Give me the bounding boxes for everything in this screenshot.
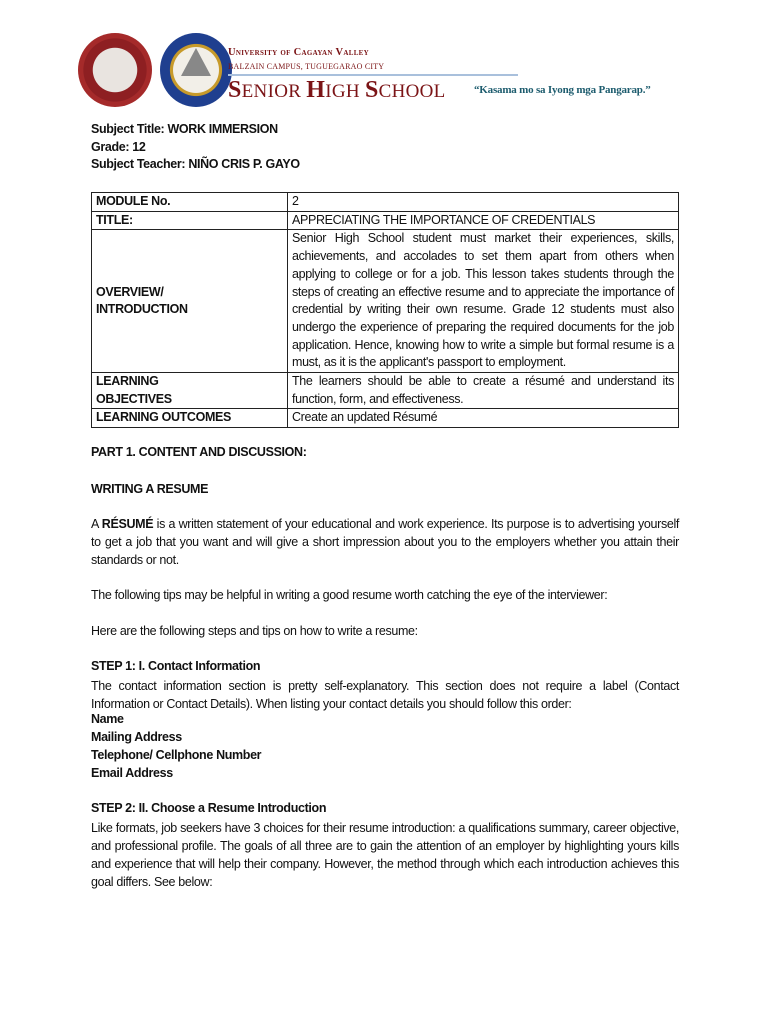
- row-label: OVERVIEW/ INTRODUCTION: [92, 230, 288, 373]
- row-value: The learners should be able to create a résumé and understand its function, form, and effectiveness.: [288, 373, 679, 409]
- step1-heading: STEP 1: I. Contact Information: [91, 659, 261, 673]
- school-name: [228, 77, 446, 104]
- row-value: Senior High School student must market their experiences, skills, achievements, and accolades to set them apart from others when applying to college or for a job. This lesson takes students through the steps of creating an effective resume and to appreciate the importance of credential by writing their own resume. Grade 12 students must also undergo the experience of preparing the required documents for the job application. Hence, knowing how to write a simple but formal resume is a must, as it is the applicant's passport to employment.: [288, 230, 679, 373]
- table-row: [92, 193, 679, 212]
- school-initial: S: [228, 77, 242, 103]
- writing-heading: WRITING A RESUME: [91, 482, 209, 496]
- campus-name: BALZAIN CAMPUS, TUGUEGARAO CITY: [228, 62, 385, 71]
- row-value: Create an updated Résumé: [288, 409, 679, 428]
- table-row: [92, 230, 679, 373]
- step2-heading: STEP 2: II. Choose a Resume Introduction: [91, 801, 327, 815]
- subject-teacher: Subject Teacher: NIÑO CRIS P. GAYO: [91, 157, 300, 171]
- motto: “Kasama mo sa Iyong mga Pangarap.”: [474, 84, 651, 96]
- step2-text: Like formats, job seekers have 3 choices for their resume introduction: a qualifications summary, career objective, and professional profile. The goals of all three are to gain the attention of an employer by highlighting yours kills and experience that will help their company. However, the method through which each introduction achieves this goal differs. See below:: [91, 821, 679, 889]
- module-table: [91, 192, 679, 428]
- tips-text: The following tips may be helpful in writing a good resume worth catching the eye of the interviewer:: [91, 588, 608, 602]
- contact-item: Telephone/ Cellphone Number: [91, 748, 262, 762]
- resume-term: RÉSUMÉ: [101, 517, 154, 531]
- row-label: LEARNING OBJECTIVES: [92, 373, 288, 409]
- step1-text: The contact information section is pretty self-explanatory. This section does not require a label (Contact Information or Contact Details). When listing your contact details you should follow this order:: [91, 679, 679, 711]
- subject-title: Subject Title: WORK IMMERSION: [91, 122, 278, 136]
- school-part: ENIOR: [241, 81, 307, 102]
- row-value: APPRECIATING THE IMPORTANCE OF CREDENTIALS: [288, 211, 679, 230]
- row-label: MODULE No.: [92, 193, 288, 212]
- text: A: [91, 517, 102, 531]
- row-label: TITLE:: [92, 211, 288, 230]
- table-row: [92, 373, 679, 409]
- text: is a written statement of your educational and work experience. Its purpose is to advertising yourself to get a job that you want and will give a short impression about you to the employers whether you attain their standards or not.: [91, 517, 679, 567]
- contact-item: Email Address: [91, 766, 173, 780]
- row-value: 2: [288, 193, 679, 212]
- header-divider: [228, 74, 518, 76]
- university-name: University of Cagayan Valley: [228, 47, 370, 58]
- school-initial: S: [364, 77, 379, 103]
- row-label: LEARNING OUTCOMES: [92, 409, 288, 428]
- school-part: CHOOL: [378, 81, 446, 102]
- table-row: [92, 211, 679, 230]
- contact-item: Name: [91, 712, 124, 726]
- triangle-emblem-icon: [181, 48, 211, 76]
- steps-intro: Here are the following steps and tips on how to write a resume:: [91, 624, 418, 638]
- part1-heading: PART 1. CONTENT AND DISCUSSION:: [91, 445, 307, 459]
- table-row: [92, 409, 679, 428]
- school-initial: H: [306, 77, 326, 103]
- university-seal-logo: [78, 33, 152, 107]
- grade: Grade: 12: [91, 140, 146, 154]
- contact-item: Mailing Address: [91, 730, 182, 744]
- resume-definition: [91, 515, 679, 569]
- school-part: IGH: [325, 81, 365, 102]
